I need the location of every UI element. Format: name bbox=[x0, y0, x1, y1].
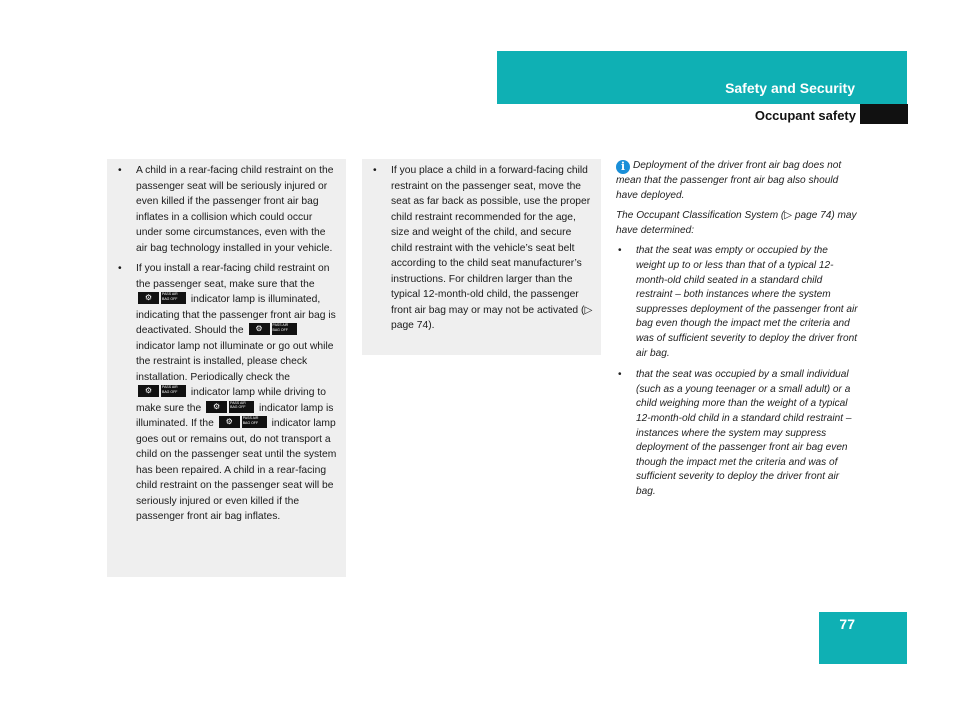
passenger-airbag-off-lamp-icon bbox=[138, 385, 186, 397]
child-seat-icon: ⚙ bbox=[138, 385, 159, 397]
subsection-marker-bar bbox=[860, 104, 908, 124]
warning-text: A child in a rear-facing child restraint on the passenger seat will be seriously injured or even killed if the passenger front air bag inflates in a collision which could occur under some circumstances, even with the air bag technology installed in your vehicle. bbox=[136, 165, 334, 254]
info-note bbox=[616, 159, 858, 506]
list-item bbox=[113, 261, 338, 525]
airbag-off-label: PASS AIR BAG OFF bbox=[272, 323, 297, 335]
airbag-off-label: PASS AIR BAG OFF bbox=[161, 292, 186, 304]
section-title: Safety and Security bbox=[725, 80, 855, 96]
info-list-text: that the seat was empty or occupied by the weight up to or less than that of a typical 12-month-old child seated in a standard child restraint – both instances where the system suppresses deployment of the passenger front air bag even though the impact met the criteria and was of sufficient severity to deploy the driver front air bag. bbox=[636, 245, 858, 359]
passenger-airbag-off-lamp-icon bbox=[138, 292, 186, 304]
bullet-glyph: • bbox=[373, 165, 377, 176]
bullet-glyph: • bbox=[118, 263, 122, 274]
warning-text: indicator lamp is illuminated, indicating that the passenger front air bag is deactivated. Should the bbox=[136, 294, 336, 336]
list-item bbox=[368, 163, 593, 334]
warning-text: indicator lamp not illuminate or go out while the restraint is installed, please check installation. Periodically check the bbox=[136, 340, 334, 383]
airbag-off-label: PASS AIR BAG OFF bbox=[242, 416, 267, 428]
info-paragraph: The Occupant Classification System (▷ page 74) may have determined: bbox=[616, 210, 857, 236]
warning-list-middle bbox=[368, 163, 593, 334]
warning-list-left bbox=[113, 163, 338, 525]
warning-text: If you place a child in a forward-facing child restraint on the passenger seat, move the seat as far back as possible, use the proper child restraint recommended for the age, size and weight of the child, and secure child restraint with the vehicle’s seat belt according to the child seat manufacturer’s instructions. For children larger than the typical 12-month-old child, the passenger front air bag may or may not be activated (▷ page 74). bbox=[391, 165, 593, 331]
info-list-text: that the seat was occupied by a small individual (such as a young teenager or a small adult) or a child weighing more than the weight of a typical 12-month-old child in a standard child restraint – instances where the system may suppress deployment of the passenger front air bag even though the impact met the criteria and was of sufficient severity to deploy the driver front air bag. bbox=[636, 369, 852, 497]
passenger-airbag-off-lamp-icon bbox=[249, 323, 297, 335]
child-seat-icon: ⚙ bbox=[249, 323, 270, 335]
passenger-airbag-off-lamp-icon bbox=[206, 401, 254, 413]
subsection-title: Occupant safety bbox=[754, 108, 856, 123]
info-list bbox=[616, 244, 858, 499]
bullet-glyph: • bbox=[118, 165, 122, 176]
info-icon: i bbox=[616, 160, 630, 174]
airbag-off-label: PASS AIR BAG OFF bbox=[161, 385, 186, 397]
warning-text: indicator lamp goes out or remains out, do not transport a child on the passenger seat until the system has been repaired. A child in a rear-facing child restraint on the passenger seat will be seriously injured or even killed if the passenger front air bag inflates. bbox=[136, 418, 337, 522]
page-number: 77 bbox=[839, 616, 855, 632]
bullet-glyph: • bbox=[618, 369, 622, 381]
section-header-bar bbox=[497, 51, 907, 104]
warning-text: indicator lamp while driving to make sure the bbox=[136, 387, 326, 414]
airbag-off-label: PASS AIR BAG OFF bbox=[229, 401, 254, 413]
info-text: Deployment of the driver front air bag does not mean that the passenger front air bag also should have deployed. bbox=[616, 160, 842, 201]
warning-panel-left bbox=[107, 159, 346, 577]
bullet-glyph: • bbox=[618, 245, 622, 257]
passenger-airbag-off-lamp-icon bbox=[219, 416, 267, 428]
list-item bbox=[616, 244, 858, 361]
list-item bbox=[616, 368, 858, 499]
list-item bbox=[113, 163, 338, 256]
warning-panel-middle bbox=[362, 159, 601, 355]
child-seat-icon: ⚙ bbox=[206, 401, 227, 413]
child-seat-icon: ⚙ bbox=[219, 416, 240, 428]
warning-text: If you install a rear-facing child restraint on the passenger seat, make sure that the bbox=[136, 263, 330, 290]
info-paragraph bbox=[616, 159, 858, 203]
warning-text: indicator lamp is illuminated. If the bbox=[136, 402, 334, 429]
page-number-box bbox=[819, 612, 907, 664]
child-seat-icon: ⚙ bbox=[138, 292, 159, 304]
